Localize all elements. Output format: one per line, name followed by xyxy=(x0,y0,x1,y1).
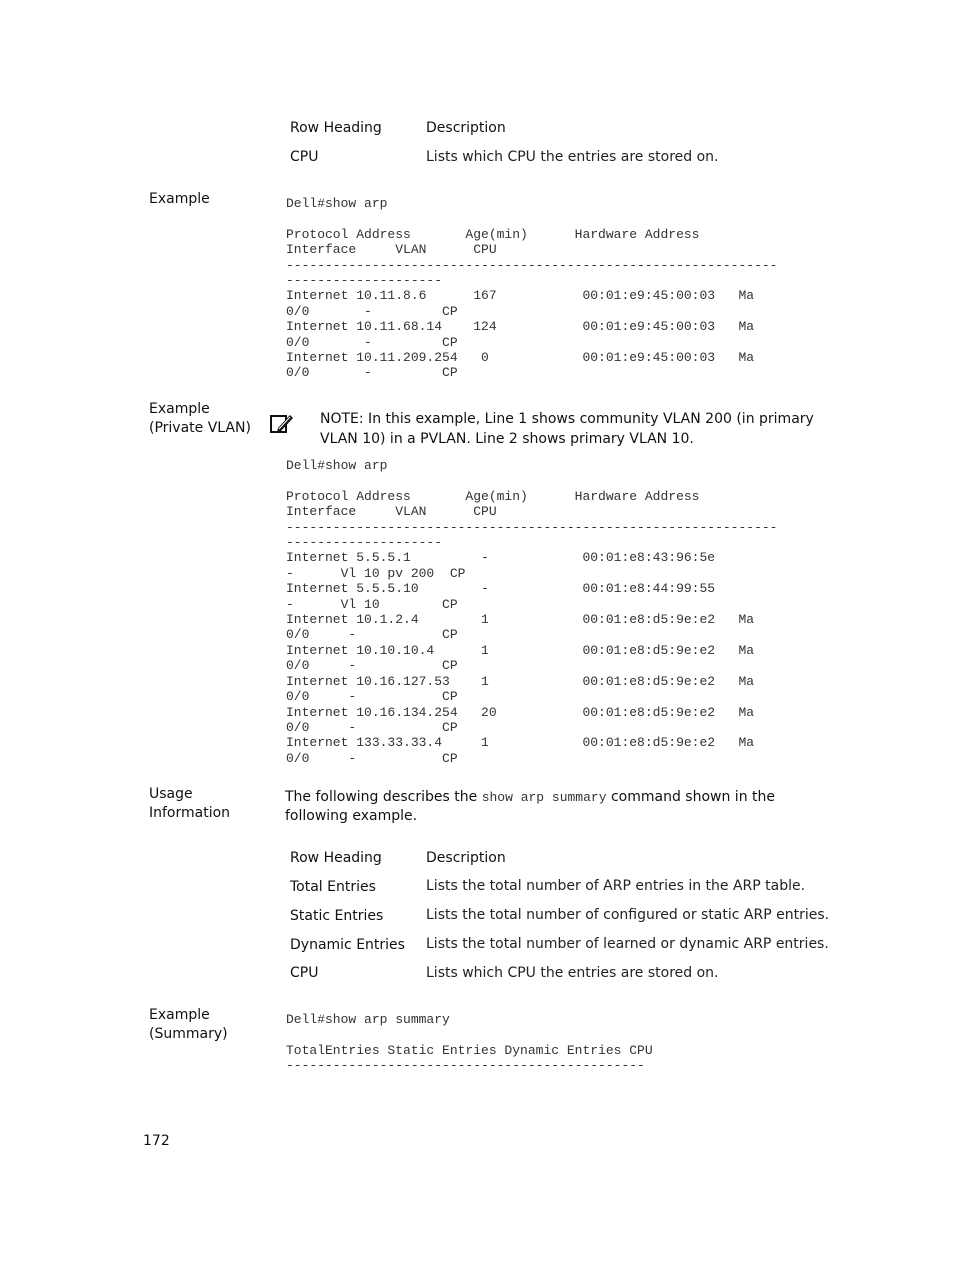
table2-row-key: CPU xyxy=(290,965,319,981)
usage-text-after: command shown in the following example. xyxy=(285,789,775,824)
note-paragraph xyxy=(320,409,830,449)
table2-row-desc: Lists which CPU the entries are stored on. xyxy=(426,965,719,981)
table2-row-desc: Lists the total number of configured or static ARP entries. xyxy=(426,907,830,923)
usage-paragraph xyxy=(285,788,805,826)
example-private-vlan-label xyxy=(149,400,269,438)
example-label: Example xyxy=(149,191,210,207)
table2-row-desc: Lists the total number of learned or dynamic ARP entries. xyxy=(426,936,829,952)
label-line-1: Example xyxy=(149,401,210,417)
summary-code-block: Dell#show arp summary TotalEntries Static Entries Dynamic Entries CPU ---------------------------------------------- xyxy=(286,1012,653,1074)
private-vlan-code-block: Dell#show arp Protocol Address Age(min) Hardware Address Interface VLAN CPU --------------------------------------------------------------- -------------------- Internet 5.5.5.1 - 00:01:e8:43:96:5e - Vl 10 pv 200 CP Internet 5.5.5.10 - 00:01:e8:44:99:55 - Vl 10 CP Internet 10.1.2.4 1 00:01:e8:d5:9e:e2 Ma 0/0 - CP Internet 10.10.10.4 1 00:01:e8:d5:9e:e2 Ma 0/0 - CP Internet 10.16.127.53 1 00:01:e8:d5:9e:e2 Ma 0/0 - CP Internet 10.16.134.254 20 00:01:e8:d5:9e:e2 Ma 0/0 - CP Internet 133.33.33.4 1 00:01:e8:d5:9e:e2 Ma 0/0 - CP xyxy=(286,458,778,766)
label-line-2: (Private VLAN) xyxy=(149,420,251,436)
usage-text-before: The following describes the xyxy=(285,789,482,805)
label-line-2: (Summary) xyxy=(149,1026,228,1042)
example-code-block: Dell#show arp Protocol Address Age(min) Hardware Address Interface VLAN CPU --------------------------------------------------------------- -------------------- Internet 10.11.8.6 167 00:01:e9:45:00:03 Ma 0/0 - CP Internet 10.11.68.14 124 00:01:e9:45:00:03 Ma 0/0 - CP Internet 10.11.209.254 0 00:01:e9:45:00:03 Ma 0/0 - CP xyxy=(286,196,778,381)
note-text: In this example, Line 1 shows community VLAN 200 (in primary VLAN 10) in a PVLAN. Line 2 shows primary VLAN 10. xyxy=(320,411,814,447)
table1-row-key: CPU xyxy=(290,149,319,165)
label-line-1: Usage xyxy=(149,786,193,802)
table2-row-desc: Lists the total number of ARP entries in the ARP table. xyxy=(426,878,806,894)
note-label: NOTE: xyxy=(320,411,364,427)
table2-head-desc: Description xyxy=(426,850,506,866)
label-line-1: Example xyxy=(149,1007,210,1023)
table2-row-key: Dynamic Entries xyxy=(290,937,405,953)
usage-information-label xyxy=(149,785,269,823)
table1-row-desc: Lists which CPU the entries are stored on. xyxy=(426,149,719,165)
table1-head-key: Row Heading xyxy=(290,120,382,136)
label-line-2: Information xyxy=(149,805,231,821)
table1-head-desc: Description xyxy=(426,120,506,136)
table2-row-key: Static Entries xyxy=(290,908,384,924)
usage-command: show arp summary xyxy=(481,790,607,805)
page-number: 172 xyxy=(143,1133,170,1149)
example-summary-label xyxy=(149,1006,269,1044)
table2-row-key: Total Entries xyxy=(290,879,376,895)
pencil-note-icon xyxy=(270,413,294,435)
table2-head-key: Row Heading xyxy=(290,850,382,866)
